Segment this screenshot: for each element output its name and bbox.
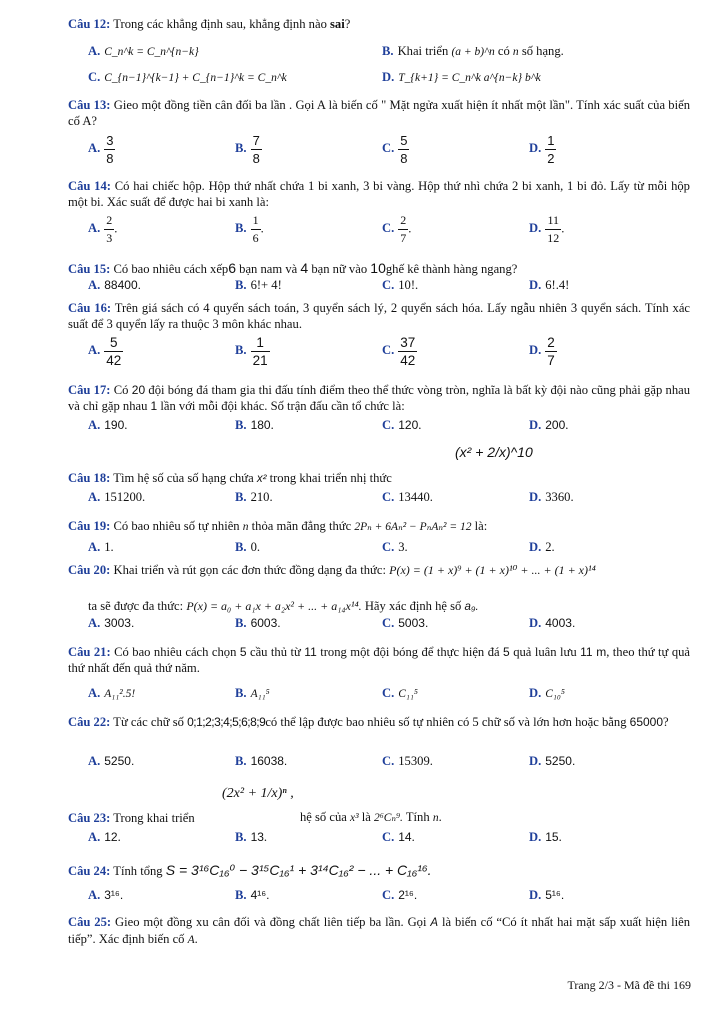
fraction [104,212,114,247]
fraction [398,334,417,369]
option-letter: C. [382,686,395,700]
question-text: cầu thủ từ [250,645,301,659]
q22-option-a[interactable] [88,754,134,769]
q12-option-c[interactable] [88,70,287,85]
question-number: Câu 20: [68,563,111,577]
fraction [251,212,261,247]
numerator: 5 [110,335,118,350]
q23-option-d[interactable]: D. 15. [529,830,562,844]
option-text: 5250. [104,754,135,768]
option-letter: A. [88,490,101,504]
option-letter: B. [235,343,247,358]
question-15 [68,260,690,277]
q15-option-d[interactable] [529,278,569,293]
denominator: 42 [400,353,416,368]
question-math: S = 3¹⁶C₁₆⁰ − 3¹⁵C₁₆¹ + 3¹⁴C₁₆² − ... + C₁₆¹⁶. [165,862,432,878]
question-number: Câu 22: [68,715,111,729]
option-letter: A. [88,418,101,432]
option-text: số hạng. [521,44,564,58]
q20-option-a[interactable] [88,616,134,631]
q19-option-c[interactable] [382,540,408,555]
option-letter: D. [529,888,542,902]
option-letter: B. [235,616,247,630]
q23-option-b[interactable]: B. 13. [235,830,268,844]
fraction [398,212,408,247]
question-math: x³ [350,812,359,824]
q20-option-b[interactable] [235,616,281,631]
q13-option-b[interactable] [235,132,262,167]
q22-option-c[interactable] [382,754,433,769]
question-text: ? [663,715,669,729]
option-text: 3. [398,540,408,554]
question-12 [68,16,690,32]
option-math: C₁₀⁵ [545,688,565,700]
option-text: 88400. [104,278,141,292]
fraction [104,132,115,167]
q18-option-c[interactable] [382,490,433,505]
option-letter: C. [382,418,395,432]
q13-option-a[interactable] [88,132,115,167]
bold-word: sai [330,17,345,31]
q20-option-d[interactable] [529,616,575,631]
question-21 [68,644,690,676]
question-math: A [187,934,195,946]
option-text: 13 [250,830,264,844]
q14-option-c[interactable]: C. $\frac{2}{7}$ . [382,213,412,245]
question-value: 11 [304,645,317,659]
question-value: 5 [503,645,510,659]
option-letter: D. [529,540,542,554]
binomial-expression [455,444,533,460]
option-letter: B. [235,490,247,504]
option-letter: D. [529,616,542,630]
fraction [398,132,409,167]
option-math: n [512,46,519,58]
option-text: 3360. [545,490,574,504]
question-text: Tìm hệ số của số hạng chứa [113,471,254,485]
option-letter: B. [235,830,247,844]
q18-option-d[interactable] [529,490,574,505]
question-math: 2⁶Cₙ⁹. [373,812,403,824]
q16-option-c[interactable] [382,334,417,369]
denominator: 3 [106,231,113,245]
q24-option-b[interactable] [235,888,270,903]
q23-option-c[interactable]: C. 14. [382,830,415,844]
option-letter: D. [529,418,542,432]
option-math: A₁₁⁵ [250,688,270,700]
q14-option-a[interactable]: A. $\frac{2}{3}$ . [88,213,118,245]
option-text: 151200. [104,490,146,504]
numerator: 7 [252,133,260,148]
q15-option-c[interactable] [382,278,418,293]
question-math: P(x) = (1 + x)⁹ + (1 + x)¹⁰ + ... + (1 + x)¹⁴ [389,563,596,577]
question-value: 65000 [629,715,664,729]
option-text: 0. [250,540,261,554]
question-text: là [361,810,371,824]
q13-option-d[interactable] [529,132,556,167]
question-text: Tính tổng [113,864,163,878]
q21-option-d[interactable] [529,686,565,701]
option-text: Khai triển [397,44,449,58]
option-letter: D. [529,754,542,768]
option-text: 3¹⁶. [104,888,124,902]
question-text: bạn nam và [239,262,298,276]
question-value: 0;1;2;3;4;5;6;8;9 [187,715,266,729]
q24-option-a[interactable] [88,888,123,903]
option-letter: C. [382,888,395,902]
question-text: ta sẽ được đa thức: [88,599,184,613]
question-text: Từ các chữ số [113,715,184,729]
question-text: Có [113,383,129,397]
option-letter: B. [382,44,394,58]
option-letter: C. [382,221,395,236]
option-letter: D. [529,830,542,844]
question-end: ? [344,17,351,31]
numerator: 2 [400,213,407,227]
q12-option-b[interactable] [382,44,564,59]
question-number: Câu 17: [68,383,111,397]
question-number: Câu 12: [68,17,111,31]
option-text: 1. [104,540,114,554]
question-text: Có bao nhiêu cách chọn [114,645,237,659]
fraction [545,132,556,167]
q13-option-c[interactable] [382,132,409,167]
option-text: 6!.4! [545,278,570,292]
q22-option-b[interactable] [235,754,287,769]
option-letter: D. [382,70,395,84]
question-text: Gieo một đồng tiền cân đối ba lần . Gọi A là biến cố " Mặt ngửa xuất hiện ít nhất một lần". Tính xác suất của biến cố A? [68,98,690,128]
q15-option-a[interactable] [88,278,141,293]
question-text: là: [474,519,488,533]
q18-option-a[interactable] [88,490,145,505]
question-19 [68,518,690,535]
question-text: đội bóng đá tham gia thi đấu tính điểm theo thể thức vòng tròn, nghĩa là bất kỳ đội nào cũng phải gặp nhau và chỉ gặp nhau [68,383,691,413]
option-text: 2¹⁶. [398,888,418,902]
option-text: 5003. [398,616,429,630]
question-text: . [194,932,198,946]
question-20-line2 [88,598,688,615]
option-letter: D. [529,221,542,236]
question-number: Câu 13: [68,98,111,112]
option-letter: C. [382,490,395,504]
numerator: 1 [547,133,555,148]
question-value: 5 [239,645,247,659]
numerator: 3 [106,133,114,148]
question-number: Câu 18: [68,471,111,485]
q21-option-b[interactable] [235,686,270,701]
option-text: 6!+ 4! [250,278,282,292]
option-letter: D. [529,141,542,156]
question-text: Trên giá sách có 4 quyển sách toán, 3 quyển sách lý, 2 quyển sách hóa. Lấy ngẫu nhiên 3 quyển sách. Tính xác suất để 3 quyển lấy ra thuộc 3 môn khác nhau. [68,301,690,331]
q24-option-d[interactable] [529,888,564,903]
question-text: Có bao nhiêu số tự nhiên [113,519,240,533]
option-letter: B. [235,540,247,554]
denominator: 21 [252,353,268,368]
question-value: 1 [150,399,158,413]
option-letter: D. [529,343,542,358]
q19-option-a[interactable] [88,540,114,555]
option-text: 10!. [398,278,419,292]
option-letter: D. [529,490,542,504]
question-number: Câu 23: [68,811,111,825]
q23-expression [222,786,294,802]
option-letter: B. [235,754,247,768]
denominator: 8 [252,151,260,166]
q17-option-a[interactable]: A. 190. [88,418,128,432]
q19-option-b[interactable] [235,540,260,555]
q12-option-a[interactable] [88,44,199,59]
option-text: 4¹⁶. [250,888,270,902]
question-text: thỏa mãn đẳng thức [251,519,352,533]
question-math: A [430,917,439,929]
option-letter: A. [88,888,101,902]
denominator: 7 [547,353,555,368]
question-value: 6 [228,260,236,276]
option-letter: A. [88,616,101,630]
option-letter: C. [88,70,101,84]
numerator: 2 [106,213,113,227]
question-16 [68,300,690,332]
option-text: 5250. [545,754,576,768]
option-math: C₁₁⁵ [398,688,418,700]
question-text: hệ số của [300,810,347,824]
option-text: 5¹⁶. [545,888,565,902]
option-text: 210. [250,490,273,504]
q17-option-b[interactable]: B. 180. [235,418,274,432]
question-number: Câu 24: [68,864,111,878]
question-value: 10 [370,260,386,276]
option-text: 16038. [250,754,288,768]
option-text: 15309. [398,754,433,768]
question-14 [68,178,690,210]
question-text: Có bao nhiêu cách xếp [113,262,229,276]
denominator: 8 [106,151,114,166]
option-letter: A. [88,44,101,58]
question-text: quả luân lưu [513,645,577,659]
option-math: C_n^k = C_n^{n−k} [104,46,199,58]
option-letter: A. [88,540,101,554]
fraction [251,132,262,167]
expression-text: (x² + 2/x)^10 [455,444,533,460]
question-text: Có hai chiếc hộp. Hộp thứ nhất chứa 1 bi xanh, 3 bi vàng. Hộp thứ nhì chứa 2 bi xanh, 1 bi đỏ. Lấy từ mỗi hộp một bi. Xác suất để được hai bi xanh là: [68,179,690,209]
question-text: lần với mỗi đội khác. Số trận đấu cần tổ chức là: [160,399,405,413]
q24-option-c[interactable] [382,888,417,903]
question-text: Trong khai triển [113,811,195,825]
question-math: n [432,812,439,824]
question-20 [68,562,690,578]
question-22 [68,714,690,730]
denominator: 8 [400,151,408,166]
question-math: a₉. [464,601,479,613]
numerator: 1 [252,213,259,227]
option-letter: C. [382,141,395,156]
question-value: 4 [300,260,309,276]
q16-option-d[interactable] [529,334,557,369]
question-number: Câu 16: [68,301,112,315]
question-math: 2Pₙ + 6Aₙ² − PₙAₙ² = 12 [354,521,472,533]
option-letter: C. [382,616,395,630]
denominator: 12 [547,231,560,245]
option-math: A₁₁².5! [104,688,136,700]
question-number: Câu 21: [68,645,111,659]
option-letter: A. [88,221,101,236]
fraction [545,334,557,369]
option-letter: A. [88,830,101,844]
q18-option-b[interactable] [235,490,273,505]
denominator: 42 [106,353,122,368]
option-letter: B. [235,278,247,292]
numerator: 1 [256,335,264,350]
q20-option-c[interactable] [382,616,428,631]
question-17 [68,382,690,414]
option-text: 200 [545,418,566,432]
numerator: 2 [547,335,555,350]
option-text: 3003. [104,616,135,630]
question-text: Khai triển và rút gọn các đơn thức đồng dạng đa thức: [113,563,386,577]
option-text: 180 [250,418,271,432]
option-text: 14 [398,830,412,844]
option-text: 4003. [545,616,576,630]
question-13 [68,97,690,129]
q21-option-a[interactable] [88,686,135,701]
option-text: 6003. [250,616,281,630]
option-letter: B. [235,141,247,156]
option-text: 12 [104,830,118,844]
question-math: x² [256,473,267,485]
q16-option-a[interactable] [88,334,123,369]
q17-option-c[interactable]: C. 120. [382,418,422,432]
question-23-tail: hệ số của x³ là 2⁶Cₙ⁹. Tính n. [300,810,442,824]
option-letter: B. [235,221,247,236]
question-value: 20 [131,383,146,397]
question-text: trong một đội bóng để thực hiện đá [320,645,500,659]
question-math: n [242,521,249,533]
question-24 [68,862,690,879]
option-text: 15 [545,830,559,844]
question-text: ghế kê thành hàng ngang? [385,262,518,276]
q17-option-d[interactable]: D. 200. [529,418,569,432]
question-number: Câu 15: [68,262,111,276]
question-text: trong khai triển nhị thức [269,471,392,485]
option-letter: B. [235,686,247,700]
q12-option-d[interactable] [382,70,541,85]
question-25 [68,914,690,948]
expression-text: (2x² + 1/x)ⁿ , [222,786,294,801]
denominator: 7 [400,231,407,245]
option-letter: A. [88,686,101,700]
question-text: Tính [405,810,430,824]
option-letter: C. [382,830,395,844]
option-text: 2. [545,540,555,554]
page-footer: Trang 2/3 - Mã đề thi 169 [567,978,691,992]
option-letter: C. [382,278,395,292]
option-math: (a + b)^n [451,46,495,58]
question-text: là biến cố “Có ít nhất hai mặt sấp xuất hiện liên tiếp”. Xác định biến cố [68,915,690,946]
q21-option-c[interactable] [382,686,418,701]
numerator: 5 [400,133,408,148]
option-text: 13440. [398,490,433,504]
question-number: Câu 25: [68,915,112,929]
q16-option-b[interactable] [235,334,270,369]
q14-option-d[interactable]: D. $\frac{11}{12}$ . [529,213,565,245]
option-letter: A. [88,278,101,292]
numerator: 37 [400,335,416,350]
question-text: , theo thứ tự quả thứ nhất đến quả thứ năm. [68,645,691,675]
option-letter: C. [382,540,395,554]
fraction [545,212,561,247]
question-math: P(x) = a₀ + a₁x + a₂x² + ... + a₁₄x¹⁴. [186,599,362,613]
q19-option-d[interactable] [529,540,555,555]
question-text: có thể lập được bao nhiêu số tự nhiên có 5 chữ số và lớn hơn hoặc bằng [265,715,627,729]
option-text: 120 [398,418,419,432]
q22-option-d[interactable] [529,754,575,769]
question-number: Câu 19: [68,519,111,533]
option-math: C_{n−1}^{k−1} + C_{n−1}^k = C_n^k [104,72,287,84]
option-letter: B. [235,418,247,432]
question-value: 11 m [580,645,607,659]
option-letter: A. [88,343,101,358]
question-number: Câu 14: [68,179,111,193]
option-text: có [497,44,510,58]
option-letter: A. [88,754,101,768]
q15-option-b[interactable] [235,278,282,293]
q23-option-a[interactable]: A. 12. [88,830,121,844]
option-letter: A. [88,141,101,156]
fraction [251,334,270,369]
question-18 [68,470,690,487]
option-letter: C. [382,754,395,768]
question-text: bạn nữ vào [311,262,368,276]
option-letter: C. [382,343,395,358]
q14-option-b[interactable]: B. $\frac{1}{6}$ . [235,213,264,245]
option-letter: D. [529,686,542,700]
question-text: Gieo một đồng xu cân đối và đồng chất liên tiếp ba lần. Gọi [115,915,427,929]
denominator: 6 [252,231,259,245]
question-text: Hãy xác định hệ số [364,599,462,613]
option-letter: D. [529,278,542,292]
numerator: 11 [547,213,560,227]
fraction [104,334,123,369]
option-text: 190 [104,418,125,432]
question-text: Trong các khẳng định sau, khẳng định nào [113,17,331,31]
option-math: T_{k+1} = C_n^k a^{n−k} b^k [398,72,541,84]
option-letter: B. [235,888,247,902]
denominator: 2 [547,151,555,166]
